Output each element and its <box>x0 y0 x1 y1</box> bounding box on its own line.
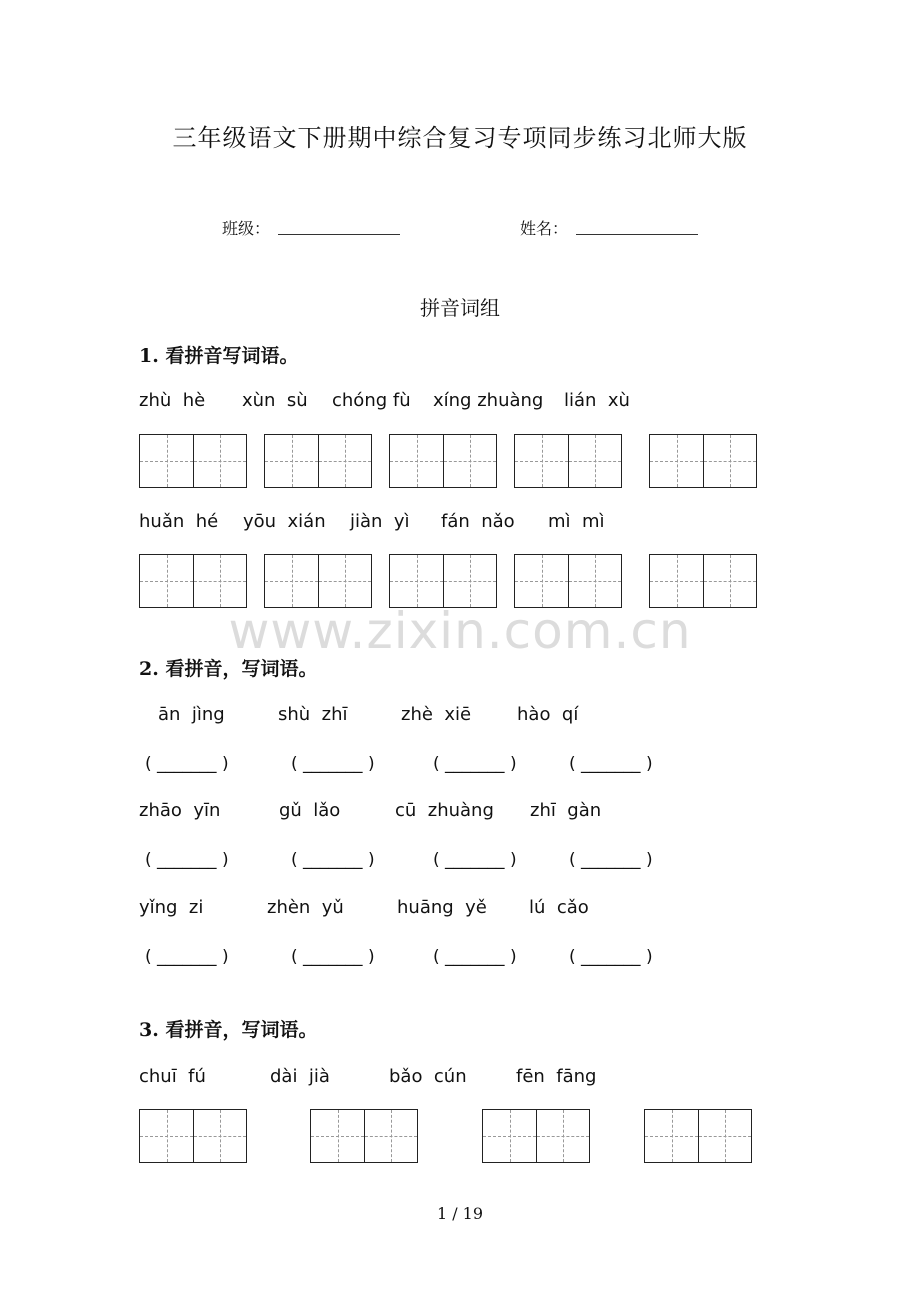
writing-grid[interactable] <box>644 1109 752 1163</box>
writing-grid[interactable] <box>389 434 497 488</box>
writing-grid[interactable] <box>649 434 757 488</box>
answer-blank[interactable]: ( _______ ) <box>433 947 517 967</box>
writing-grid[interactable] <box>514 434 622 488</box>
class-field[interactable] <box>278 234 400 235</box>
pinyin-word: chóng fù <box>332 390 411 411</box>
writing-grid[interactable] <box>139 434 247 488</box>
pinyin-word: jiàn yì <box>350 511 410 532</box>
pinyin-word: cū zhuàng <box>395 800 494 821</box>
pinyin-word: huāng yě <box>397 897 487 918</box>
class-label: 班级： <box>222 219 271 238</box>
writing-grid[interactable] <box>139 1109 247 1163</box>
question-1-title: 1. 看拼音写词语。 <box>139 345 299 367</box>
writing-grid[interactable] <box>514 554 622 608</box>
name-field[interactable] <box>576 234 698 235</box>
pinyin-word: zhāo yīn <box>139 800 221 821</box>
answer-blank[interactable]: ( _______ ) <box>145 754 229 774</box>
pinyin-word: fēn fāng <box>516 1066 597 1087</box>
question-3-title: 3. 看拼音，写词语。 <box>139 1019 318 1041</box>
answer-blank[interactable]: ( _______ ) <box>291 850 375 870</box>
pinyin-word: xùn sù <box>242 390 308 411</box>
pinyin-word: zhè xiē <box>401 704 472 725</box>
answer-blank[interactable]: ( _______ ) <box>433 850 517 870</box>
answer-blank[interactable]: ( _______ ) <box>291 754 375 774</box>
pinyin-word: dài jià <box>270 1066 330 1087</box>
pinyin-word: zhù hè <box>139 390 206 411</box>
pinyin-word: hào qí <box>517 704 579 725</box>
pinyin-word: lú cǎo <box>529 897 589 918</box>
writing-grid[interactable] <box>264 554 372 608</box>
pinyin-word: yǐng zi <box>139 897 204 918</box>
section-title: 拼音词组 <box>420 296 500 320</box>
writing-grid[interactable] <box>264 434 372 488</box>
watermark: www.zixin.com.cn <box>228 602 692 660</box>
name-label: 姓名： <box>520 219 569 238</box>
writing-grid[interactable] <box>310 1109 418 1163</box>
writing-grid[interactable] <box>482 1109 590 1163</box>
answer-blank[interactable]: ( _______ ) <box>291 947 375 967</box>
pinyin-word: chuī fú <box>139 1066 206 1087</box>
answer-blank[interactable]: ( _______ ) <box>569 850 653 870</box>
pinyin-word: fán nǎo <box>441 511 515 532</box>
writing-grid[interactable] <box>649 554 757 608</box>
pinyin-word: mì mì <box>548 511 605 532</box>
pinyin-word: xíng zhuàng <box>433 390 544 411</box>
pinyin-word: lián xù <box>564 390 630 411</box>
answer-blank[interactable]: ( _______ ) <box>145 947 229 967</box>
page-number: 1 / 19 <box>436 1204 484 1223</box>
pinyin-word: zhī gàn <box>530 800 602 821</box>
pinyin-word: zhèn yǔ <box>267 897 344 918</box>
writing-grid[interactable] <box>139 554 247 608</box>
question-2-title: 2. 看拼音，写词语。 <box>139 658 318 680</box>
answer-blank[interactable]: ( _______ ) <box>569 754 653 774</box>
page-title: 三年级语文下册期中综合复习专项同步练习北师大版 <box>172 124 748 152</box>
pinyin-word: yōu xián <box>243 511 326 532</box>
pinyin-word: gǔ lǎo <box>279 800 341 821</box>
answer-blank[interactable]: ( _______ ) <box>433 754 517 774</box>
answer-blank[interactable]: ( _______ ) <box>569 947 653 967</box>
pinyin-word: shù zhī <box>278 704 348 725</box>
writing-grid[interactable] <box>389 554 497 608</box>
pinyin-word: ān jìng <box>158 704 225 725</box>
pinyin-word: bǎo cún <box>389 1066 467 1087</box>
pinyin-word: huǎn hé <box>139 511 219 532</box>
answer-blank[interactable]: ( _______ ) <box>145 850 229 870</box>
